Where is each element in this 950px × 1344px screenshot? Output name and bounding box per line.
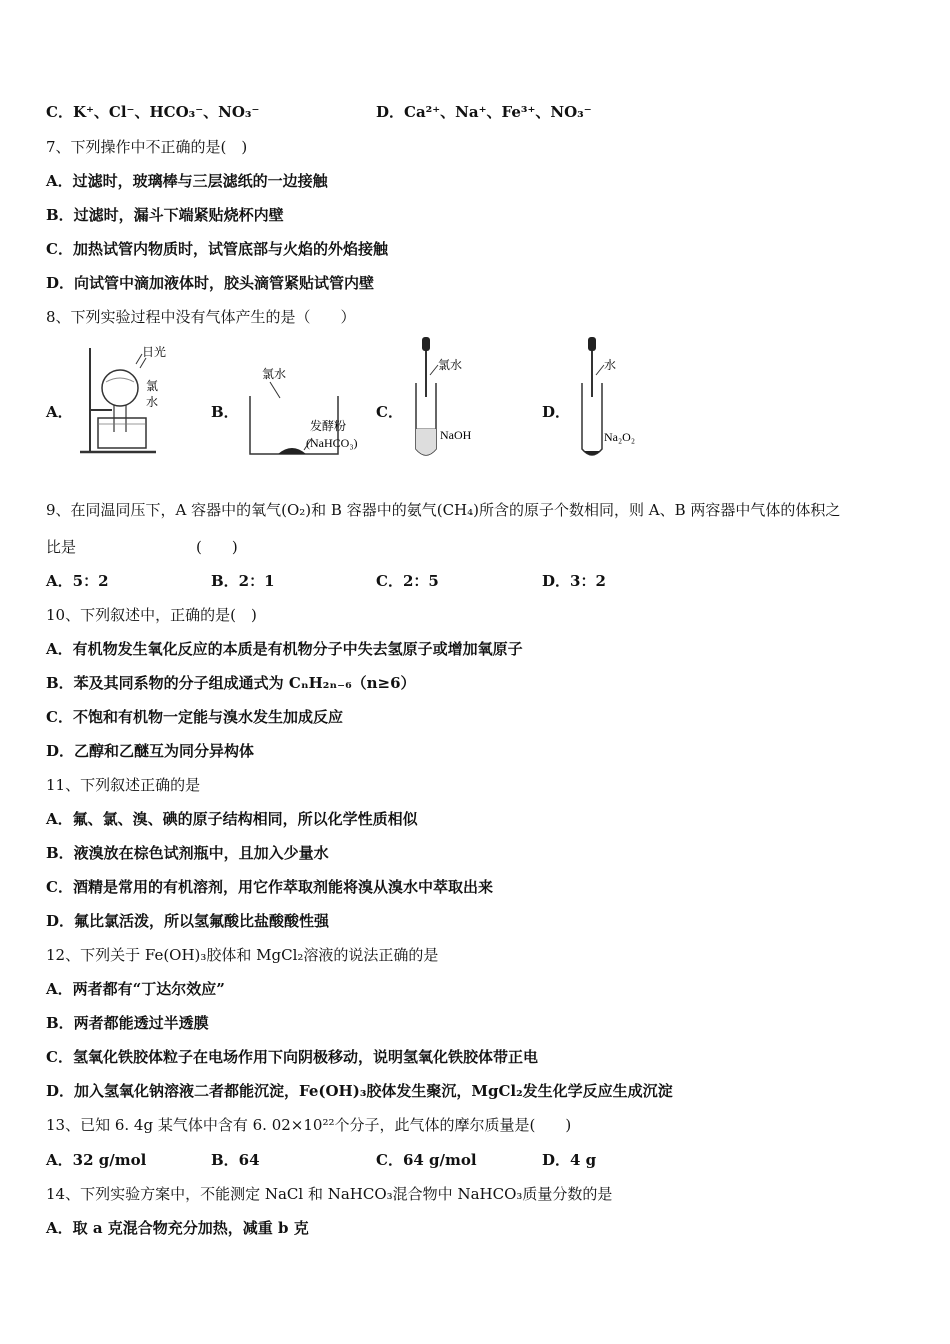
q12-option-b: B．两者都能透过半透膜: [46, 1014, 209, 1032]
q13-option-a: A．32 g/mol: [46, 1151, 147, 1169]
q8-c-reagent-label: 氯水: [438, 358, 463, 372]
q9-option-a: A．5：2: [46, 572, 109, 590]
q6-option-d: D．Ca²⁺、Na⁺、Fe³⁺、NO₃⁻: [376, 103, 592, 121]
q7-option-a: A．过滤时，玻璃棒与三层滤纸的一边接触: [46, 172, 328, 190]
q10-option-c: C．不饱和有机物一定能与溴水发生加成反应: [46, 708, 343, 726]
q9-option-b: B．2：1: [211, 572, 275, 590]
q8-a-reagent-label-1: 氯: [146, 379, 159, 393]
q8-figure-b: [240, 358, 370, 463]
q11-option-b: B．液溴放在棕色试剂瓶中，且加入少量水: [46, 844, 329, 862]
q9-stem-line2: 比是: [46, 538, 77, 556]
q9-answer-paren: ( ): [196, 538, 238, 556]
q7-stem: 7、下列操作中不正确的是( ): [46, 138, 248, 156]
q11-option-c: C．酒精是常用的有机溶剂，用它作萃取剂能将溴从溴水中萃取出来: [46, 878, 493, 896]
q8-figure-d: [566, 335, 656, 465]
q8-b-powder-label: 发酵粉: [310, 419, 347, 433]
q8-figure-c: [400, 335, 490, 465]
q7-option-c: C．加热试管内物质时，试管底部与火焰的外焰接触: [46, 240, 388, 258]
q8-b-reagent-label: 氯水: [262, 367, 287, 381]
q8-a-reagent-label-2: 水: [146, 395, 159, 409]
q8-b-formula-label: (NaHCO₃): [306, 436, 358, 450]
q13-stem: 13、已知 6. 4g 某气体中含有 6. 02×10²²个分子，此气体的摩尔质量是( ): [46, 1116, 572, 1134]
q14-option-a: A．取 a 克混合物充分加热，减重 b 克: [46, 1219, 309, 1237]
q13-option-d: D．4 g: [542, 1151, 597, 1169]
q12-stem: 12、下列关于 Fe(OH)₃胶体和 MgCl₂溶液的说法正确的是: [46, 946, 439, 964]
q8-d-solid-label: Na₂O₂: [604, 430, 636, 444]
q12-option-c: C．氢氧化铁胶体粒子在电场作用下向阴极移动，说明氢氧化铁胶体带正电: [46, 1048, 538, 1066]
q8-option-d: D．: [542, 403, 571, 421]
q7-option-d: D．向试管中滴加液体时，胶头滴管紧贴试管内壁: [46, 274, 375, 292]
q8-a-light-label: 日光: [142, 345, 167, 359]
q8-stem: 8、下列实验过程中没有气体产生的是（ ）: [46, 308, 356, 326]
q8-d-reagent-label: 水: [604, 358, 617, 372]
q11-stem: 11、下列叙述正确的是: [46, 776, 201, 794]
q9-stem-line1: 9、在同温同压下，A 容器中的氧气(O₂)和 B 容器中的氨气(CH₄)所含的原子个数相同，则 A、B 两容器中气体的体积之: [46, 501, 841, 519]
q8-option-b: B．: [211, 403, 239, 421]
q14-stem: 14、下列实验方案中，不能测定 NaCl 和 NaHCO₃混合物中 NaHCO₃质量分数的是: [46, 1185, 613, 1203]
q11-option-d: D．氟比氯活泼，所以氢氟酸比盐酸酸性强: [46, 912, 330, 930]
q12-option-d: D．加入氢氧化钠溶液二者都能沉淀，Fe(OH)₃胶体发生聚沉，MgCl₂发生化学反应生成沉淀: [46, 1082, 673, 1100]
q7-option-b: B．过滤时，漏斗下端紧贴烧杯内壁: [46, 206, 284, 224]
q13-option-b: B．64: [211, 1151, 260, 1169]
q8-option-c: C．: [376, 403, 403, 421]
q8-c-base-label: NaOH: [440, 428, 472, 442]
q11-option-a: A．氟、氯、溴、碘的原子结构相同，所以化学性质相似: [46, 810, 418, 828]
q9-option-d: D．3：2: [542, 572, 606, 590]
q10-stem: 10、下列叙述中，正确的是( ): [46, 606, 257, 624]
q9-option-c: C．2：5: [376, 572, 439, 590]
q6-option-c: C．K⁺、Cl⁻、HCO₃⁻、NO₃⁻: [46, 103, 260, 121]
q10-option-b: B．苯及其同系物的分子组成通式为 CₙH₂ₙ₋₆（n≥6）: [46, 674, 416, 692]
q10-option-a: A．有机物发生氧化反应的本质是有机物分子中失去氢原子或增加氧原子: [46, 640, 523, 658]
q10-option-d: D．乙醇和乙醚互为同分异构体: [46, 742, 255, 760]
q8-option-a: A．: [46, 403, 73, 421]
q8-figure-a: [76, 340, 176, 465]
q12-option-a: A．两者都有“丁达尔效应”: [46, 980, 225, 998]
q13-option-c: C．64 g/mol: [376, 1151, 477, 1169]
